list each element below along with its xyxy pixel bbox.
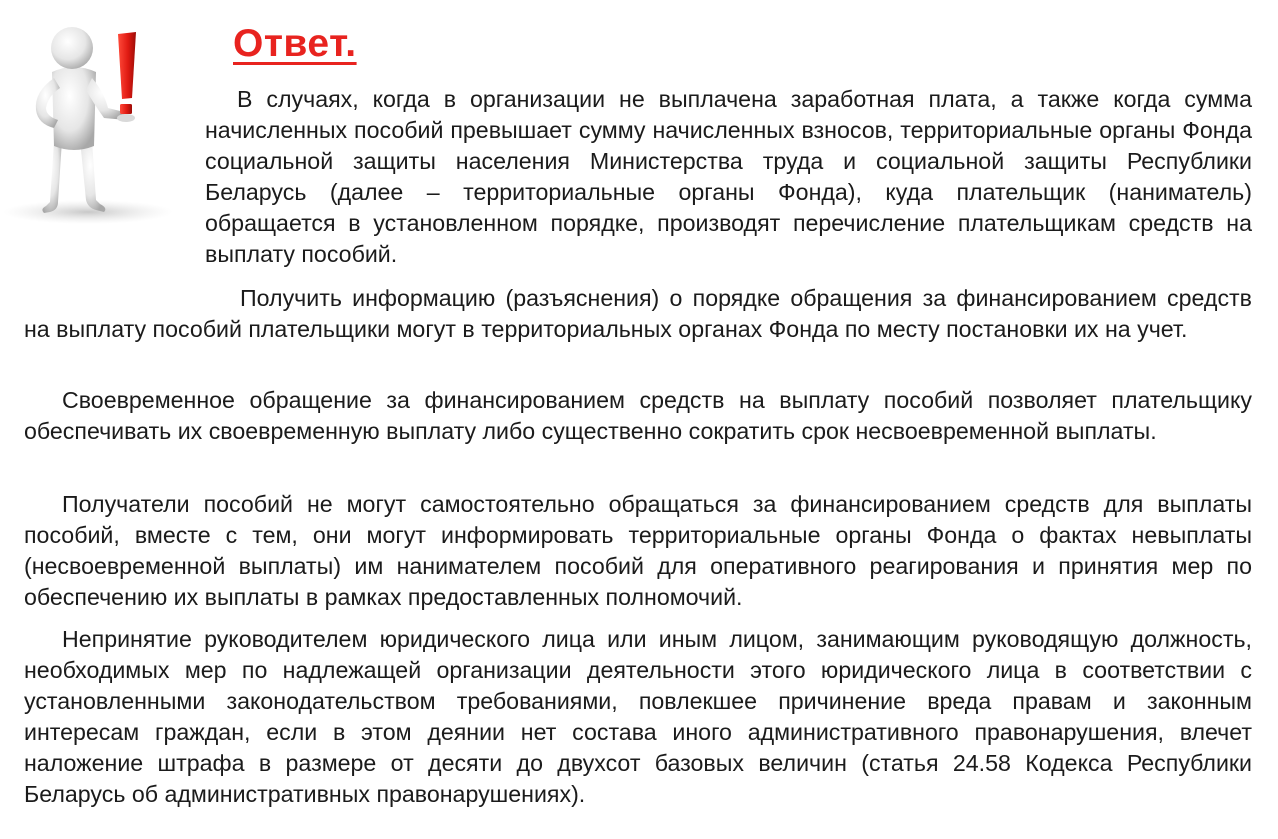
figure-with-exclamation-icon xyxy=(0,10,180,225)
paragraph-timely-request: Своевременное обращение за финансированием средств на выплату пособий позволяет плательщику обеспечивать их своевременную выплату либо существенно сократить срок несвоевременной выплаты. xyxy=(24,387,1252,444)
paragraph-recipients: Получатели пособий не могут самостоятельно обращаться за финансированием средств для выплаты пособий, вместе с тем, они могут информировать территориальные органы Фонда о фактах невыплаты (несвоевременной выплаты) им нанимателем пособий для оперативного реагирования и принятия мер по обеспечению их выплаты в рамках предоставленных полномочий. xyxy=(24,491,1252,610)
page-title: Ответ. xyxy=(233,22,357,65)
paragraph-payment-cases: В случаях, когда в организации не выплачена заработная плата, а также когда сумма начисленных пособий превышает сумму начисленных взносов, территориальные органы Фонда социальной защиты населения Министерства труда и социальной защиты Республики Беларусь (далее – территориальные органы Фонда), куда плательщик (наниматель) обращается в установленном порядке, производят перечисление плательщикам средств на выплату пособий. xyxy=(205,86,1252,267)
paragraph-liability: Непринятие руководителем юридического лица или иным лицом, занимающим руководящую должность, необходимых мер по надлежащей организации деятельности этого юридического лица в соответствии с установленными законодательством требованиями, повлекшее причинение вреда правам и законным интересам граждан, если в этом деянии нет состава иного административного правонарушения, влечет наложение штрафа в размере от десяти до двухсот базовых величин (статья 24.58 Кодекса Республики Беларусь об административных правонарушениях). xyxy=(24,626,1252,807)
paragraph-information: Получить информацию (разъяснения) о порядке обращения за финансированием средств на выплату пособий плательщики могут в территориальных органах Фонда по месту постановки их на учет. xyxy=(24,285,1252,342)
